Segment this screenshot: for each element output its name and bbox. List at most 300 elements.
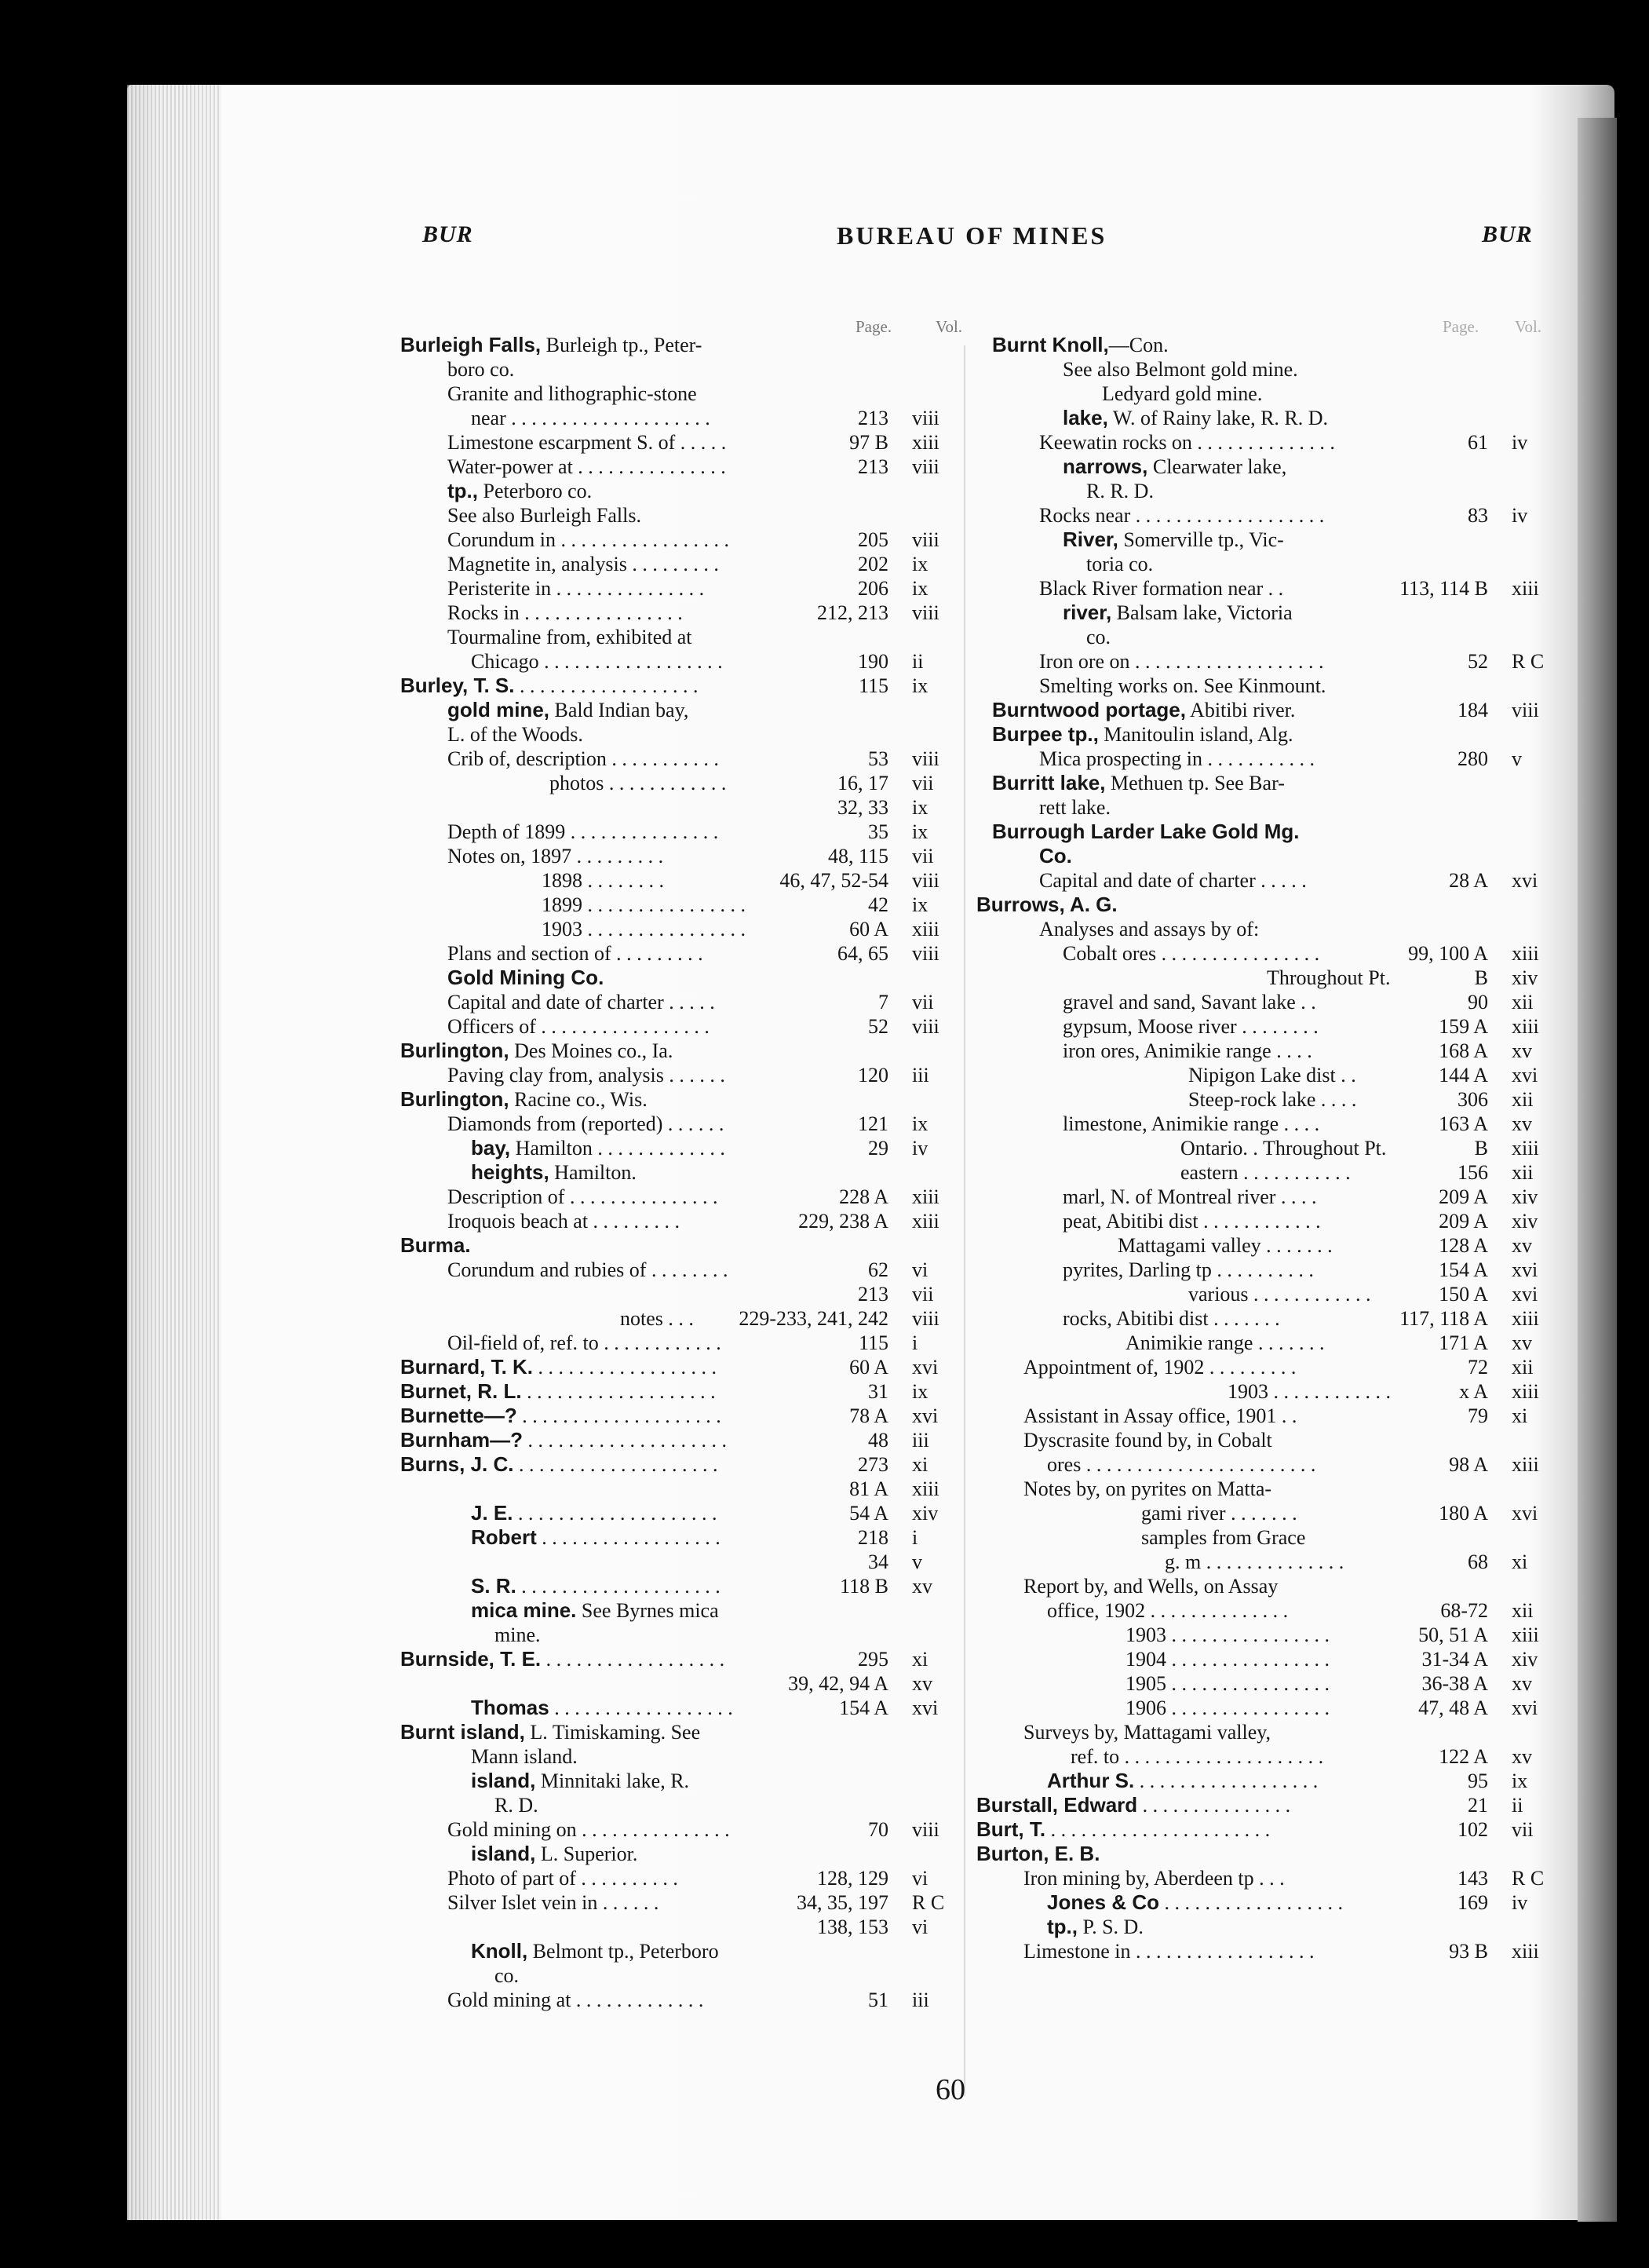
index-entry	[400, 625, 942, 649]
entry-heading	[494, 1793, 538, 1817]
entry-volume: i	[912, 1526, 918, 1549]
entry-heading	[1063, 1039, 1312, 1063]
index-entry	[976, 1258, 1557, 1282]
entry-page: 169	[1457, 1891, 1488, 1914]
entry-text: Rocks in . . . . . . . . . . . . . . . .	[447, 601, 683, 624]
index-entry	[976, 674, 1557, 698]
entry-page: 115	[858, 1331, 888, 1354]
index-entry	[400, 1477, 942, 1501]
entry-heading	[447, 820, 718, 844]
index-entry	[976, 1866, 1557, 1890]
entry-heading	[447, 1988, 703, 2012]
entry-bold-term: Co.	[1039, 844, 1072, 867]
entry-text: Assistant in Assay office, 1901 . .	[1023, 1404, 1297, 1427]
entry-heading	[471, 1136, 725, 1160]
entry-page: 52	[1468, 650, 1488, 673]
entry-page: 306	[1457, 1088, 1488, 1111]
index-entry	[400, 966, 942, 990]
entry-page: 171 A	[1439, 1331, 1488, 1354]
entry-text: notes . . .	[620, 1307, 694, 1330]
entry-heading	[976, 1817, 1270, 1842]
entry-page: 121	[858, 1112, 888, 1135]
entry-text: Mica prospecting in . . . . . . . . . . .	[1039, 747, 1315, 770]
entry-volume: xv	[1512, 1331, 1532, 1354]
index-entry	[400, 1258, 942, 1282]
entry-bold-term: Burlington,	[400, 1087, 509, 1111]
entry-bold-term: Burpee tp.,	[992, 722, 1099, 746]
entry-text: Depth of 1899 . . . . . . . . . . . . . . .	[447, 820, 719, 843]
entry-volume: iii	[912, 1064, 929, 1087]
entry-text: Notes by, on pyrites on Matta-	[1023, 1477, 1272, 1500]
entry-heading	[1023, 1428, 1272, 1452]
index-entry	[976, 625, 1557, 649]
page-number: 60	[936, 2073, 965, 2106]
entry-heading	[1063, 1258, 1314, 1282]
index-entry	[400, 747, 942, 771]
index-entry	[976, 1063, 1557, 1087]
index-entry	[976, 1550, 1557, 1574]
entry-heading	[400, 1087, 648, 1112]
entry-heading	[1125, 1671, 1330, 1696]
index-entry	[976, 722, 1557, 747]
index-entry	[400, 1209, 942, 1233]
index-entry	[400, 1988, 942, 2012]
entry-volume: xi	[912, 1648, 928, 1671]
index-entry	[976, 1915, 1557, 1939]
entry-text: iron ores, Animikie range . . . .	[1063, 1039, 1312, 1062]
entry-heading	[447, 1014, 710, 1039]
entry-bold-term: River,	[1063, 528, 1118, 551]
entry-heading	[471, 1501, 717, 1525]
entry-page: 150 A	[1439, 1283, 1488, 1306]
entry-text: Minnitaki lake, R.	[535, 1769, 690, 1792]
entry-bold-term: river,	[1063, 601, 1112, 624]
entry-text: 1899 . . . . . . . . . . . . . . . .	[542, 893, 746, 916]
column-head-vol-right: Vol.	[1515, 317, 1542, 336]
entry-page: 163 A	[1439, 1112, 1488, 1135]
entry-text: Limestone in . . . . . . . . . . . . . . . . . .	[1023, 1940, 1315, 1963]
entry-heading	[447, 1258, 728, 1282]
entry-heading	[447, 1331, 721, 1355]
index-entry	[976, 820, 1557, 844]
entry-volume: ix	[912, 1112, 928, 1135]
index-entry	[400, 1866, 942, 1890]
index-entry	[976, 771, 1557, 795]
index-entry	[400, 1063, 942, 1087]
entry-heading	[400, 1233, 471, 1258]
index-entry	[976, 430, 1557, 455]
entry-page: 47, 48 A	[1418, 1696, 1488, 1719]
index-entry	[976, 528, 1557, 552]
entry-text: . . . . . . . . . . . . . . . . . . .	[521, 1380, 716, 1403]
index-entry	[976, 1404, 1557, 1428]
entry-heading	[1023, 1866, 1285, 1890]
entry-heading	[471, 1160, 637, 1185]
entry-text: Plans and section of . . . . . . . . .	[447, 942, 703, 965]
entry-heading	[1118, 1233, 1333, 1258]
entry-page: 29	[868, 1137, 888, 1160]
entry-heading	[992, 820, 1299, 844]
entry-text: . . . . . . . . . . . . . . . . . .	[549, 1696, 733, 1719]
entry-bold-term: gold mine,	[447, 698, 549, 721]
entry-volume: viii	[912, 528, 939, 551]
entry-volume: xvi	[1512, 869, 1538, 892]
index-entry	[400, 357, 942, 382]
entry-volume: xv	[1512, 1745, 1532, 1768]
entry-heading	[1125, 1623, 1330, 1647]
index-entry	[976, 1379, 1557, 1404]
entry-heading	[1039, 795, 1111, 820]
entry-text: gami river . . . . . . .	[1141, 1502, 1297, 1525]
entry-page: 228 A	[839, 1185, 888, 1208]
entry-volume: xiii	[912, 431, 939, 454]
entry-text: 1906 . . . . . . . . . . . . . . . .	[1125, 1696, 1330, 1719]
entry-page: 154 A	[839, 1696, 888, 1719]
entry-page: 70	[868, 1818, 888, 1841]
entry-volume: xii	[1512, 1161, 1534, 1184]
entry-heading	[1125, 1647, 1330, 1671]
entry-bold-term: Burrows, A. G.	[976, 893, 1118, 916]
index-entry	[400, 406, 942, 430]
entry-volume: viii	[912, 1818, 939, 1841]
entry-text: Granite and lithographic-stone	[447, 382, 697, 405]
entry-page: 31-34 A	[1421, 1648, 1488, 1671]
index-entry	[976, 1306, 1557, 1331]
entry-volume: xii	[1512, 1599, 1534, 1622]
entry-page: 212, 213	[817, 601, 888, 624]
entry-text: mine.	[494, 1623, 541, 1646]
entry-text: Officers of . . . . . . . . . . . . . . . . .	[447, 1015, 710, 1038]
entry-volume: R C	[1512, 1867, 1545, 1890]
entry-heading	[1063, 1209, 1321, 1233]
entry-text: gypsum, Moose river . . . . . . . .	[1063, 1015, 1319, 1038]
entry-text: Capital and date of charter . . . . .	[1039, 869, 1307, 892]
index-entry	[976, 1112, 1557, 1136]
index-entry	[976, 1087, 1557, 1112]
entry-text: R. D.	[494, 1794, 538, 1817]
index-entry	[400, 1282, 942, 1306]
entry-heading	[1071, 1744, 1323, 1769]
index-entry	[976, 747, 1557, 771]
entry-page: 79	[1468, 1404, 1488, 1427]
entry-page: 52	[868, 1015, 888, 1038]
entry-text: . . . . . . . . . . . . . . . . . .	[1159, 1891, 1344, 1914]
entry-page: 98 A	[1449, 1453, 1488, 1476]
entry-bold-term: Burnham—?	[400, 1428, 523, 1452]
entry-page: 280	[1457, 747, 1488, 770]
entry-volume: xiii	[912, 1185, 939, 1208]
entry-text: Silver Islet vein in . . . . . .	[447, 1891, 659, 1914]
entry-heading	[400, 1428, 727, 1452]
entry-heading	[1023, 1477, 1271, 1501]
entry-volume: ix	[912, 577, 928, 600]
entry-volume: xvi	[1512, 1064, 1538, 1087]
entry-heading	[1039, 917, 1259, 941]
index-entry	[400, 1087, 942, 1112]
entry-text: See Byrnes mica	[576, 1599, 719, 1622]
entry-text: 1903 . . . . . . . . . . . . . . . .	[542, 918, 746, 940]
index-entry	[976, 1793, 1557, 1817]
entry-bold-term: Burstall, Edward	[976, 1793, 1138, 1817]
entry-text: Chicago . . . . . . . . . . . . . . . . . .	[471, 650, 723, 673]
entry-text: Peristerite in . . . . . . . . . . . . . . .	[447, 577, 705, 600]
entry-page: 72	[1468, 1356, 1488, 1379]
index-entry	[400, 1623, 942, 1647]
entry-volume: xv	[1512, 1112, 1532, 1135]
index-entry	[976, 1477, 1557, 1501]
entry-page: 273	[858, 1453, 888, 1476]
entry-heading	[471, 649, 723, 674]
entry-heading	[447, 1209, 680, 1233]
entry-heading	[1063, 941, 1319, 966]
entry-text: Mann island.	[471, 1745, 578, 1768]
entry-page: 31	[868, 1380, 888, 1403]
entry-heading	[471, 1525, 721, 1550]
index-column-left	[400, 333, 945, 2012]
entry-bold-term: J. E.	[471, 1501, 513, 1525]
entry-text: Paving clay from, analysis . . . . . .	[447, 1064, 725, 1087]
index-entry	[976, 844, 1557, 868]
index-entry	[976, 966, 1557, 990]
entry-page: 128, 129	[817, 1867, 888, 1890]
entry-volume: xi	[912, 1453, 928, 1476]
entry-volume: iv	[1512, 1891, 1528, 1914]
entry-volume: xiii	[1512, 942, 1539, 965]
index-entry	[400, 333, 942, 357]
index-entry	[976, 1525, 1557, 1550]
entry-page: 64, 65	[837, 942, 888, 965]
entry-text: 1898 . . . . . . . .	[542, 869, 664, 892]
entry-text: Throughout Pt.	[1267, 966, 1391, 989]
index-entry	[976, 1939, 1557, 1963]
index-entry	[976, 503, 1557, 528]
entry-text: . . . . . . . . . . . . . . . . . .	[514, 674, 699, 697]
entry-page: 53	[868, 747, 888, 770]
entry-bold-term: Burnside, T. E.	[400, 1647, 542, 1671]
entry-text: pyrites, Darling tp . . . . . . . . . .	[1063, 1258, 1314, 1281]
entry-volume: xi	[1512, 1550, 1528, 1573]
entry-heading	[1047, 1890, 1343, 1915]
entry-heading	[1063, 1185, 1316, 1209]
entry-text: Steep-rock lake . . . .	[1188, 1088, 1357, 1111]
entry-heading	[400, 1039, 673, 1063]
entry-page: 156	[1457, 1161, 1488, 1184]
entry-page: 229, 238 A	[798, 1210, 888, 1233]
entry-heading	[1063, 601, 1293, 625]
entry-page: 218	[858, 1526, 888, 1549]
index-entry	[400, 552, 942, 576]
entry-text: . . . . . . . . . . . . . . . . . . . .	[516, 1404, 721, 1427]
index-entry	[400, 1452, 942, 1477]
entry-volume: viii	[1512, 699, 1539, 721]
entry-text: Balsam lake, Victoria	[1111, 601, 1293, 624]
entry-text: toria co.	[1086, 553, 1154, 575]
index-entry	[400, 1233, 942, 1258]
entry-heading	[1125, 1331, 1324, 1355]
entry-text: W. of Rainy lake, R. R. D.	[1107, 407, 1329, 429]
entry-volume: ii	[1512, 1794, 1523, 1817]
index-entry	[400, 674, 942, 698]
index-entry	[976, 893, 1557, 917]
entry-heading	[447, 430, 726, 455]
entry-text: samples from Grace	[1141, 1526, 1306, 1549]
entry-text: . . . . . . . . . . . . . . . . . .	[533, 1356, 717, 1379]
entry-heading	[447, 625, 692, 649]
entry-heading	[447, 698, 688, 722]
entry-page: 51	[868, 1989, 888, 2011]
entry-volume: xvi	[1512, 1502, 1538, 1525]
entry-text: rett lake.	[1039, 796, 1111, 819]
entry-volume: xiv	[1512, 1648, 1538, 1671]
entry-bold-term: bay,	[471, 1136, 511, 1160]
entry-volume: i	[912, 1331, 918, 1354]
entry-heading	[1165, 1550, 1344, 1574]
entry-volume: viii	[912, 747, 939, 770]
entry-bold-term: island,	[471, 1769, 536, 1792]
entry-text: . . . . . . . . . . . . . . . . . . . .	[513, 1453, 718, 1476]
index-entry	[976, 406, 1557, 430]
index-entry	[400, 649, 942, 674]
entry-page: 115	[858, 674, 888, 697]
index-entry	[976, 382, 1557, 406]
index-entry	[976, 698, 1557, 722]
entry-volume: xiii	[1512, 1307, 1539, 1330]
index-entry	[976, 1331, 1557, 1355]
entry-heading	[447, 966, 604, 990]
entry-text: . . . . . . . . . . . . . . . . . .	[536, 1526, 721, 1549]
index-entry	[976, 1355, 1557, 1379]
entry-volume: xiii	[1512, 1940, 1539, 1963]
entry-bold-term: Burritt lake,	[992, 771, 1106, 794]
entry-heading	[1039, 674, 1326, 698]
entry-bold-term: S. R.	[471, 1574, 516, 1598]
entry-page: x A	[1459, 1380, 1488, 1403]
entry-bold-term: island,	[471, 1842, 536, 1865]
index-entry	[976, 1696, 1557, 1720]
entry-bold-term: Burntwood portage,	[992, 698, 1186, 721]
entry-bold-term: Burns, J. C.	[400, 1452, 514, 1476]
entry-heading	[447, 1817, 730, 1842]
entry-page: B	[1474, 1137, 1488, 1160]
entry-heading	[1023, 1939, 1314, 1963]
entry-volume: xv	[1512, 1234, 1532, 1257]
entry-heading	[447, 503, 641, 528]
index-entry	[400, 528, 942, 552]
index-entry	[400, 430, 942, 455]
index-entry	[976, 1769, 1557, 1793]
running-head-left: BUR	[422, 221, 473, 247]
entry-heading	[992, 722, 1293, 747]
entry-page: 202	[858, 553, 888, 575]
entry-text: Notes on, 1897 . . . . . . . . .	[447, 845, 664, 867]
entry-page: 118 B	[840, 1575, 888, 1598]
index-entry	[400, 820, 942, 844]
entry-volume: xv	[1512, 1039, 1532, 1062]
index-entry	[400, 1671, 942, 1696]
index-entry	[400, 1501, 942, 1525]
index-entry	[400, 1744, 942, 1769]
index-entry	[976, 333, 1557, 357]
entry-volume: ix	[912, 553, 928, 575]
entry-text: Belmont tp., Peterboro	[527, 1940, 719, 1963]
index-entry	[976, 1817, 1557, 1842]
entry-bold-term: Burt, T.	[976, 1817, 1046, 1841]
index-entry	[400, 917, 942, 941]
entry-page: 62	[868, 1258, 888, 1281]
entry-heading	[1063, 990, 1316, 1014]
entry-heading	[471, 1744, 578, 1769]
entry-volume: xvi	[1512, 1258, 1538, 1281]
entry-text: Crib of, description . . . . . . . . . . .	[447, 747, 719, 770]
entry-page: 97 B	[849, 431, 888, 454]
index-entry	[400, 1014, 942, 1039]
entry-text: Burleigh tp., Peter-	[541, 334, 702, 356]
index-entry	[400, 1842, 942, 1866]
index-entry	[400, 1696, 942, 1720]
index-entry	[400, 1915, 942, 1939]
entry-bold-term: Jones & Co	[1047, 1890, 1160, 1914]
entry-heading	[549, 771, 726, 795]
entry-page: 68-72	[1440, 1599, 1488, 1622]
index-entry	[976, 868, 1557, 893]
running-head-right: BUR	[1482, 221, 1533, 247]
entry-page: 229-233, 241, 242	[739, 1307, 888, 1330]
entry-text: co.	[1086, 626, 1111, 648]
entry-heading	[1188, 1063, 1356, 1087]
index-entry	[976, 552, 1557, 576]
entry-heading	[1039, 844, 1072, 868]
index-entry	[400, 1525, 942, 1550]
entry-page: 213	[858, 407, 888, 429]
entry-volume: v	[1512, 747, 1522, 770]
index-entry	[400, 601, 942, 625]
index-entry	[400, 382, 942, 406]
entry-page: 60 A	[849, 1356, 888, 1379]
entry-heading	[992, 771, 1285, 795]
entry-heading	[447, 747, 719, 771]
index-entry	[400, 576, 942, 601]
entry-volume: xii	[1512, 1088, 1534, 1111]
entry-page: 42	[868, 893, 888, 916]
entry-heading	[976, 1793, 1290, 1817]
index-entry	[400, 1939, 942, 1963]
entry-volume: iii	[912, 1989, 929, 2011]
entry-volume: vii	[912, 845, 934, 867]
entry-heading	[1180, 1160, 1351, 1185]
entry-heading	[1039, 747, 1315, 771]
index-entry	[400, 1550, 942, 1574]
entry-text: Methuen tp. See Bar-	[1105, 772, 1285, 794]
entry-heading	[1023, 1720, 1271, 1744]
index-entry	[400, 479, 942, 503]
entry-volume: ix	[912, 674, 928, 697]
entry-heading	[1023, 1355, 1296, 1379]
index-entry	[400, 1185, 942, 1209]
entry-heading	[400, 1647, 724, 1671]
entry-heading	[1188, 1087, 1356, 1112]
entry-volume: vii	[912, 991, 934, 1013]
entry-text: Description of . . . . . . . . . . . . . . .	[447, 1185, 718, 1208]
entry-page: 39, 42, 94 A	[788, 1672, 888, 1695]
index-entry	[976, 990, 1557, 1014]
entry-volume: xv	[912, 1672, 932, 1695]
entry-volume: vi	[912, 1867, 928, 1890]
entry-page: 81 A	[849, 1477, 888, 1500]
entry-volume: viii	[912, 601, 939, 624]
entry-page: 213	[858, 1283, 888, 1306]
entry-bold-term: heights,	[471, 1160, 549, 1184]
entry-heading	[400, 1404, 721, 1428]
